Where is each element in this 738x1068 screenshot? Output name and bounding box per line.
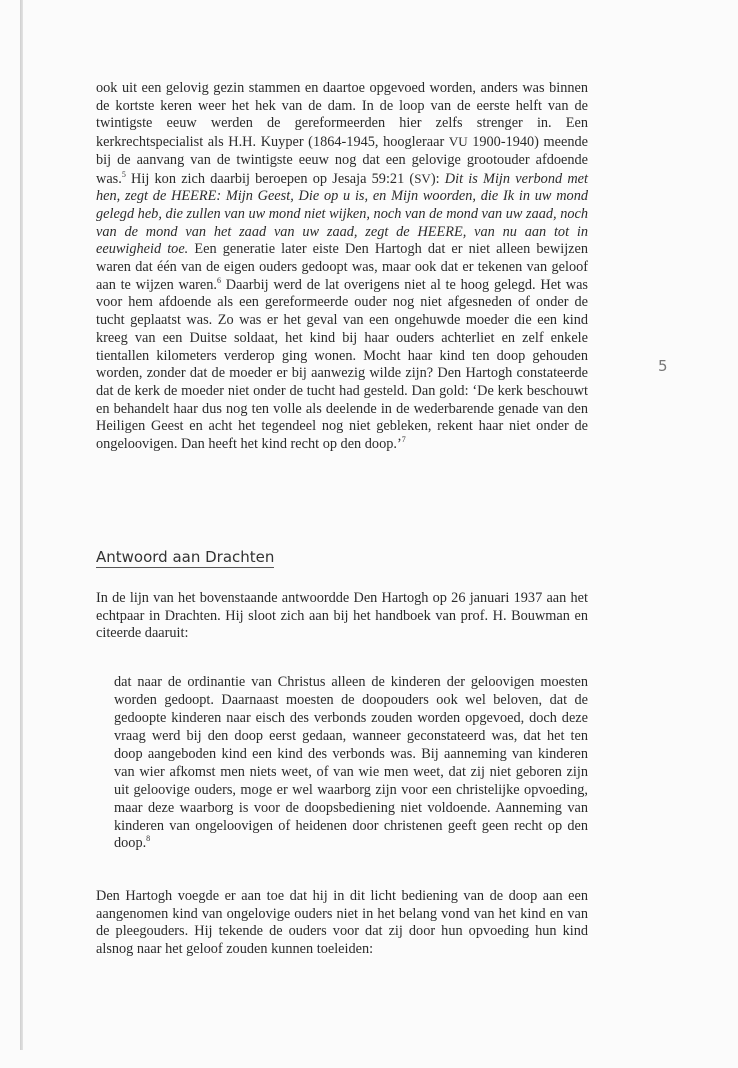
quote-text: dat naar de ordinantie van Christus alleen de kinderen der geloovigen moesten worden gedoopt. Daarnaast moesten de doopouders ook wel beloven, dat de gedoopte kinderen naar eisch des verbonds zouden worden opgevoed, doch deze vraag werd bij den doop eerst gedaan, wanneer geconstateerd was, dat het ten doop aangeboden kind een kind des verbonds was. Bij aanneming van kinderen van wier afkomst men niets weet, of van wie men weet, dat zij niet geboren zijn uit geloovige ouders, moge er wel waarborg zijn voor een christelijke opvoeding, maar deze waarborg is voor de doopsbediening niet voldoende. Aanneming van kinderen van ongeloovigen of heidenen door christenen geeft geen recht op den doop.	[114, 674, 588, 852]
footnote-ref-8: 8	[146, 834, 151, 844]
body-paragraph-3	[96, 888, 588, 959]
paragraph-text: In de lijn van het bovenstaande antwoordde Den Hartogh op 26 januari 1937 aan het echtpaar in Drachten. Hij sloot zich aan bij het handboek van prof. H. Bouwman en citeerde daaruit:	[96, 590, 588, 642]
text-run: 1900-1940) meende bij de aanvang van de twintigste eeuw nog dat een gelovige grootouder afdoende was.	[96, 134, 588, 187]
text-run: Daarbij werd de lat overigens niet al te hoog gelegd. Het was voor hem afdoende als een gereformeerde ouder nog niet afgesneden of onder de tucht geplaatst was. Zo was er het geval van een ongehuwde moeder die een kind kreeg van een Duitse soldaat, het kind bij haar ouders achterliet en zelf enkele tientallen kilometers verderop ging wonen. Mocht haar kind ten doop gehouden worden, zonder dat de moeder er bij aanwezig wilde zijn? Den Hartogh constateerde dat de kerk de moeder niet onder de tucht had gesteld. Dan gold: ‘De kerk beschouwt en behandelt haar dus nog ten volle als deelende in de wederbarende genade van den Heiligen Geest en acht het tegendeel nog niet gebleken, rekent haar niet onder de ongeloovigen. Dan heeft het kind recht op den doop.’	[96, 276, 588, 453]
body-paragraph-2	[96, 590, 588, 643]
footnote-ref-5: 5	[121, 169, 126, 179]
text-run: ook uit een gelovig gezin stammen en daartoe opgevoed worden, anders was binnen de kortste keren weer het hek van de dam. In de loop van de eerste helft van de twintigste eeuw werden de gereformeerden hier zelfs strenger in. Een kerkrechtspecialist als H.H. Kuyper (1864-1945, hoogleraar	[96, 80, 588, 151]
block-quote	[114, 660, 588, 868]
body-paragraph-1	[96, 80, 588, 454]
abbreviation-vu: VU	[448, 134, 468, 150]
text-run: Een generatie later eiste Den Hartogh dat er niet alleen bewijzen waren dat één van de eigen ouders gedoopt was, maar ook dat er tekenen van geloof aan te wijzen waren.	[96, 241, 589, 293]
text-run: ):	[430, 170, 445, 187]
page-number: 5	[658, 357, 668, 375]
paragraph-text: Den Hartogh voegde er aan toe dat hij in dit licht bediening van de doop aan een aangenomen kind van ongelovige ouders niet in het belang vond van het kind en van de pleegouders. Hij tekende de ouders voor dat zij door hun opvoeding hun kind alsnog naar het geloof zouden kunnen toeleiden:	[96, 888, 588, 958]
abbreviation-sv: SV	[414, 170, 431, 186]
footnote-ref-6: 6	[217, 275, 222, 285]
bible-citation: Dit is Mijn verbond met hen, zegt de HEERE: Mijn Geest, Die op u is, en Mijn woorden, die Ik in uw mond gelegd heb, die zullen van uw mond niet wijken, noch van de mond van uw zaad, noch van de mond van het zaad van uw zaad, zegt de HEERE, van nu aan tot in eeuwigheid toe.	[96, 170, 588, 258]
book-spine-edge	[20, 0, 23, 1050]
footnote-ref-7: 7	[401, 435, 406, 445]
section-heading: Antwoord aan Drachten	[96, 548, 275, 566]
text-run: Hij kon zich daarbij beroepen op Jesaja 59:21 (	[125, 170, 415, 187]
